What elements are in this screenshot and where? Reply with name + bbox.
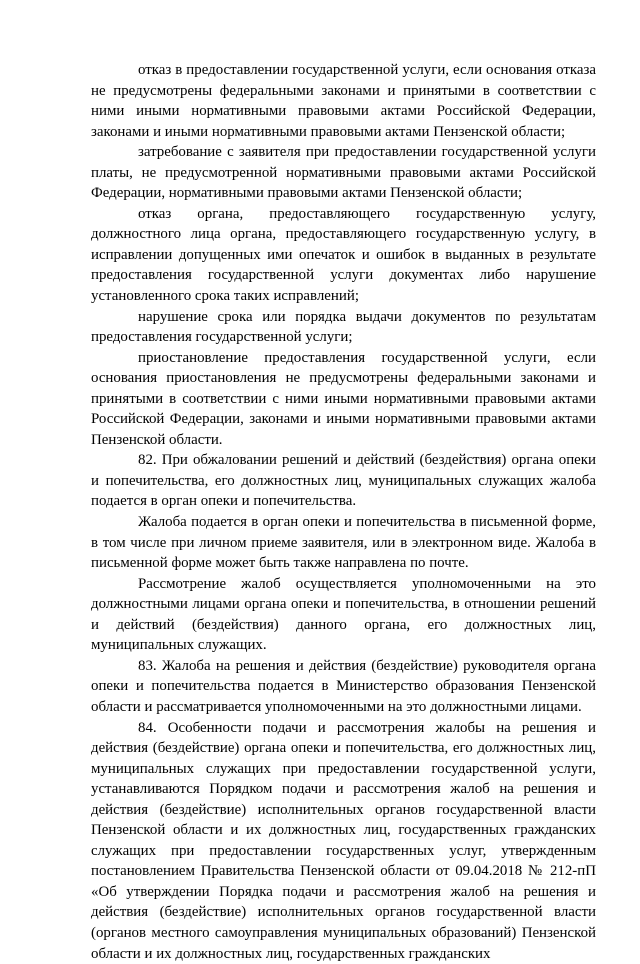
paragraph-suspension-of-service: приостановление предоставления государственной услуги, если основания приостановления не предусмотрены федеральными законами и принятыми в соответствии с ними иными нормативными правовыми актами Российской Федерации, законами и иными нормативными правовыми актами Пензенской области. [91,348,596,451]
paragraph-84: 84. Особенности подачи и рассмотрения жалобы на решения и действия (бездействие) органа опеки и попечительства, его должностных лиц, муниципальных служащих при предоставлении государственной услуги, устанавливаются Порядком подачи и рассмотрения жалоб на решения и действия (бездействие) исполнительных органов государственной власти Пензенской области и их должностных лиц, государственных гражданских служащих при предоставлении государственных услуг, утвержденным постановлением Правительства Пензенской области от 09.04.2018 № 212-пП «Об утверждении Порядка подачи и рассмотрения жалоб на решения и действия (бездействие) исполнительных органов государственной власти (органов местного самоуправления муниципальных образований) Пензенской области и их должностных лиц, государственных гражданских [91,718,596,964]
paragraph-document-issue-violation: нарушение срока или порядка выдачи документов по результатам предоставления государственной услуги; [91,307,596,348]
paragraph-complaint-review: Рассмотрение жалоб осуществляется уполномоченными на это должностными лицами органа опеки и попечительства, в отношении решений и действий (бездействия) данного органа, его должностных лиц, муниципальных служащих. [91,574,596,656]
paragraph-82: 82. При обжаловании решений и действий (бездействия) органа опеки и попечительства, его должностных лиц, муниципальных служащих жалоба подается в орган опеки и попечительства. [91,450,596,512]
paragraph-refusal-of-service: отказ в предоставлении государственной услуги, если основания отказа не предусмотрены федеральными законами и принятыми в соответствии с ними иными нормативными правовыми актами Российской Федерации, законами и иными нормативными правовыми актами Пензенской области; [91,60,596,142]
paragraph-fee-demand: затребование с заявителя при предоставлении государственной услуги платы, не предусмотренной нормативными правовыми актами Российской Федерации, нормативными правовыми актами Пензенской области; [91,142,596,204]
paragraph-complaint-form: Жалоба подается в орган опеки и попечительства в письменной форме, в том числе при личном приеме заявителя, или в электронном виде. Жалоба в письменной форме может быть также направлена по почте. [91,512,596,574]
paragraph-refusal-to-correct: отказ органа, предоставляющего государственную услугу, должностного лица органа, предоставляющего государственную услугу, в исправлении допущенных ими опечаток и ошибок в выданных в результате предоставления государственной услуги документах либо нарушение установленного срока таких исправлений; [91,204,596,307]
document-page [91,60,596,964]
paragraph-83: 83. Жалоба на решения и действия (бездействие) руководителя органа опеки и попечительства подается в Министерство образования Пензенской области и рассматривается уполномоченными на это должностными лицами. [91,656,596,718]
